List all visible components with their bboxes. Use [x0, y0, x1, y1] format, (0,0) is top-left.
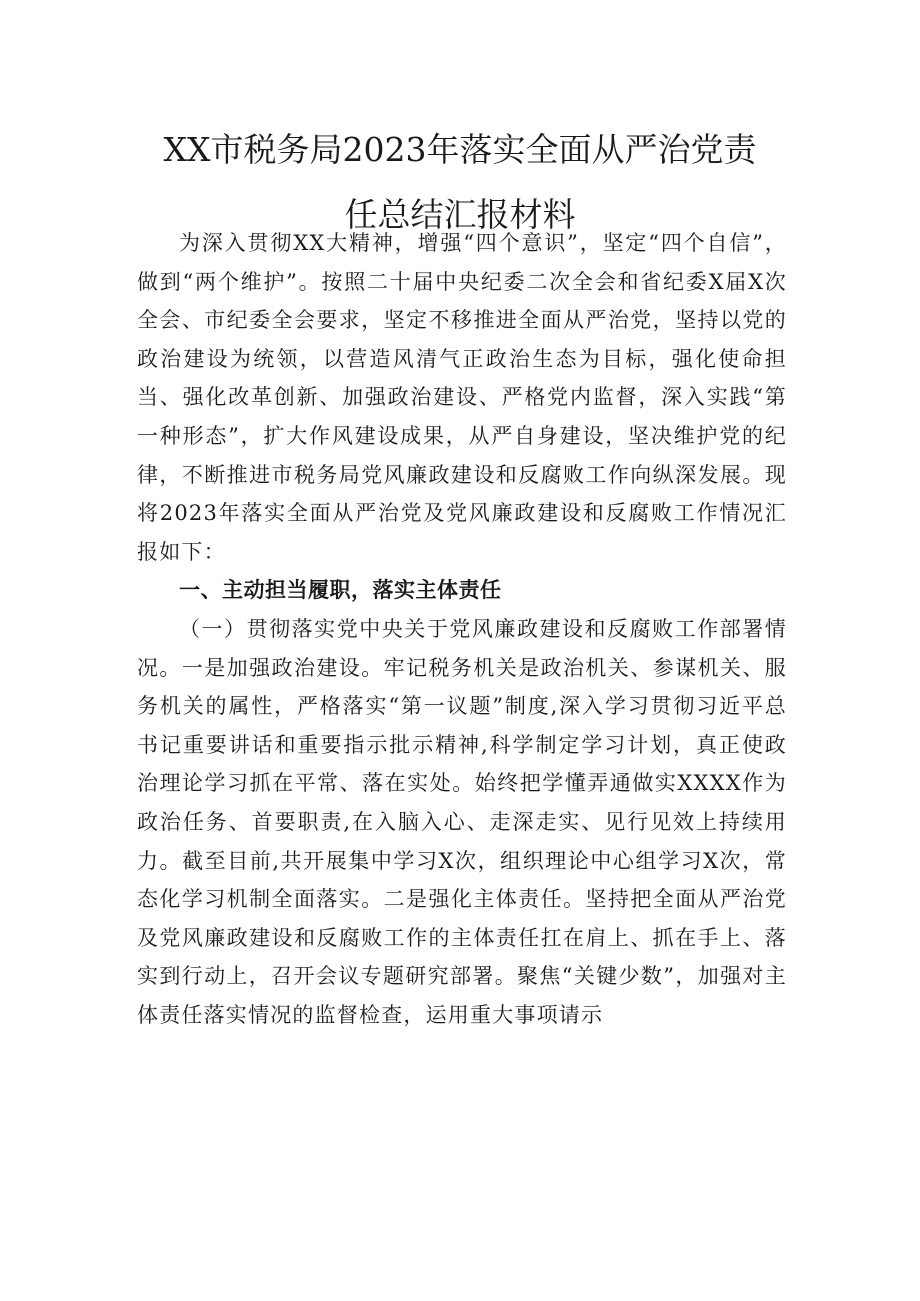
document-title-line-1: XX市税务局2023年落实全面从严治党责	[163, 130, 757, 169]
intro-paragraph: 为深入贯彻XX大精神，增强“四个意识”，坚定“四个自信”，做到“两个维护”。按照二十届中央纪委二次全会和省纪委X届X次全会、市纪委全会要求，坚定不移推进全面从严治党，坚持以党的政治建设为统领，以营造风清气正政治生态为目标，强化使命担当、强化改革创新、加强政治建设、严格党内监督，深入实践“第一种形态”，扩大作风建设成果，从严自身建设，坚决维护党的纪律，不断推进市税务局党风廉政建设和反腐败工作向纵深发展。现将2023年落实全面从严治党及党风廉政建设和反腐败工作情况汇报如下：	[137, 231, 787, 564]
section-1-paragraph: （一）贯彻落实党中央关于党风廉政建设和反腐败工作部署情况。一是加强政治建设。牢记税务机关是政治机关、参谋机关、服务机关的属性，严格落实“第一议题”制度,深入学习贯彻习近平总书记重要讲话和重要指示批示精神,科学制定学习计划，真正使政治理论学习抓在平常、落在实处。始终把学懂弄通做实XXXX作为政治任务、首要职责,在入脑入心、走深走实、见行见效上持续用力。截至目前,共开展集中学习X次，组织理论中心组学习X次，常态化学习机制全面落实。二是强化主体责任。坚持把全面从严治党及党风廉政建设和反腐败工作的主体责任扛在肩上、抓在手上、落实到行动上，召开会议专题研究部署。聚焦“关键少数”，加强对主体责任落实情况的监督检查，运用重大事项请示	[137, 616, 787, 1027]
document-body	[137, 224, 787, 1034]
document-title-line-2: 任总结汇报材料	[344, 195, 576, 234]
section-1-heading: 一、主动担当履职，落实主体责任	[179, 578, 502, 603]
